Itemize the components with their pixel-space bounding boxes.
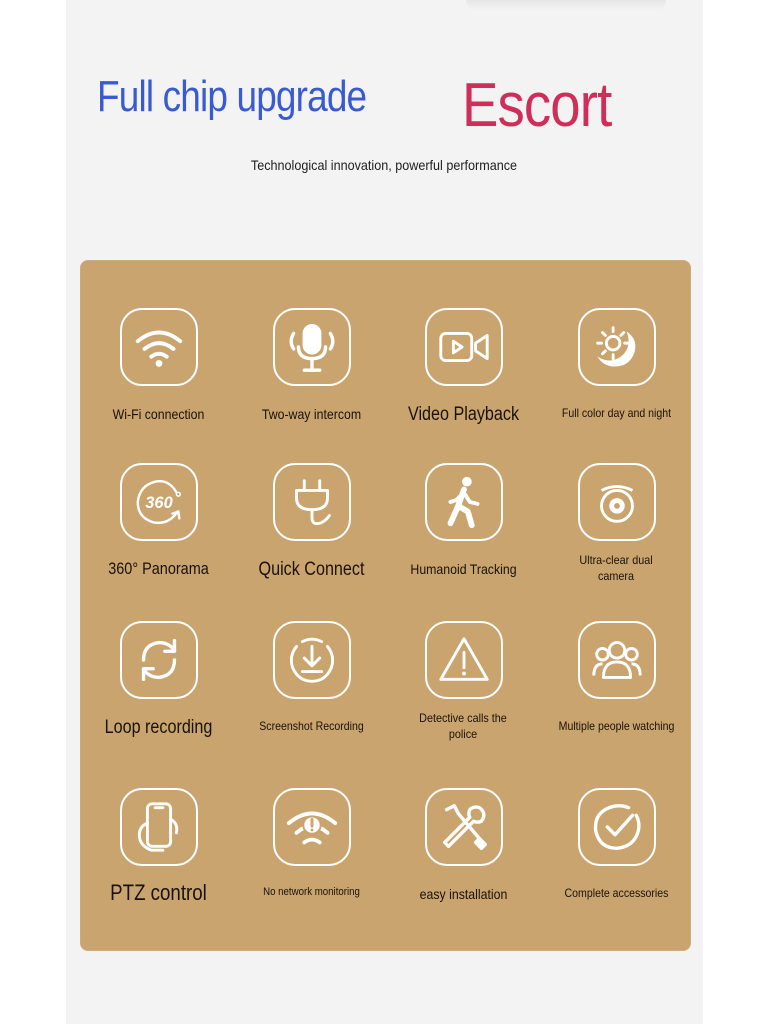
headline-title: Full chip upgrade bbox=[97, 72, 367, 121]
feature-label: PTZ control bbox=[110, 880, 207, 905]
plug-icon bbox=[273, 463, 351, 541]
phone-hand-icon bbox=[120, 788, 198, 866]
feature-label: Ultra-clear dual camera bbox=[579, 553, 653, 583]
feature-humanoid-tracking bbox=[387, 415, 540, 575]
product-image-edge bbox=[466, 0, 666, 10]
feature-ptz-control bbox=[82, 740, 235, 905]
feature-label: Multiple people watching bbox=[558, 719, 675, 733]
wifi-icon bbox=[120, 308, 198, 386]
feature-wifi bbox=[82, 260, 235, 420]
feature-quick-connect bbox=[235, 415, 388, 580]
warning-icon bbox=[425, 621, 503, 699]
feature-label: easy installation bbox=[419, 886, 508, 902]
dual-camera-icon bbox=[578, 463, 656, 541]
feature-dual-camera bbox=[540, 415, 693, 583]
feature-label: Two-way intercom bbox=[261, 406, 362, 422]
checkmark-icon bbox=[578, 788, 656, 866]
feature-no-network bbox=[235, 740, 388, 900]
download-icon bbox=[273, 621, 351, 699]
feature-detective-alarm bbox=[387, 573, 540, 741]
day-night-icon bbox=[578, 308, 656, 386]
feature-label: Detective calls the police bbox=[419, 711, 507, 741]
headline-subtitle: Technological innovation, powerful performance bbox=[250, 157, 518, 173]
feature-screenshot-recording bbox=[235, 573, 388, 733]
feature-label: Complete accessories bbox=[564, 886, 669, 900]
no-network-icon bbox=[273, 788, 351, 866]
feature-label: Quick Connect bbox=[258, 559, 365, 580]
feature-label: Humanoid Tracking bbox=[410, 561, 517, 577]
feature-label: Loop recording bbox=[104, 717, 213, 738]
feature-label: Wi-Fi connection bbox=[112, 406, 205, 422]
walking-person-icon bbox=[425, 463, 503, 541]
features-panel bbox=[80, 260, 691, 951]
feature-intercom bbox=[235, 260, 388, 420]
feature-easy-installation bbox=[387, 740, 540, 900]
video-playback-icon bbox=[425, 308, 503, 386]
svg-text:360: 360 bbox=[145, 493, 173, 512]
feature-label: Screenshot Recording bbox=[259, 719, 364, 733]
headline-brand: Escort bbox=[462, 71, 612, 140]
feature-label: Full color day and night bbox=[561, 406, 672, 420]
feature-complete-accessories bbox=[540, 740, 693, 900]
feature-video-playback bbox=[387, 260, 540, 425]
feature-label: 360° Panorama bbox=[108, 559, 209, 578]
microphone-icon bbox=[273, 308, 351, 386]
feature-panorama bbox=[82, 415, 235, 578]
tools-icon bbox=[425, 788, 503, 866]
panorama-360-icon bbox=[120, 463, 198, 541]
feature-label: No network monitoring bbox=[263, 886, 360, 898]
group-icon bbox=[578, 621, 656, 699]
feature-loop-recording bbox=[82, 573, 235, 738]
feature-label: Video Playback bbox=[407, 404, 520, 425]
feature-multiple-viewers bbox=[540, 573, 693, 733]
feature-day-night bbox=[540, 260, 693, 420]
loop-arrows-icon bbox=[120, 621, 198, 699]
